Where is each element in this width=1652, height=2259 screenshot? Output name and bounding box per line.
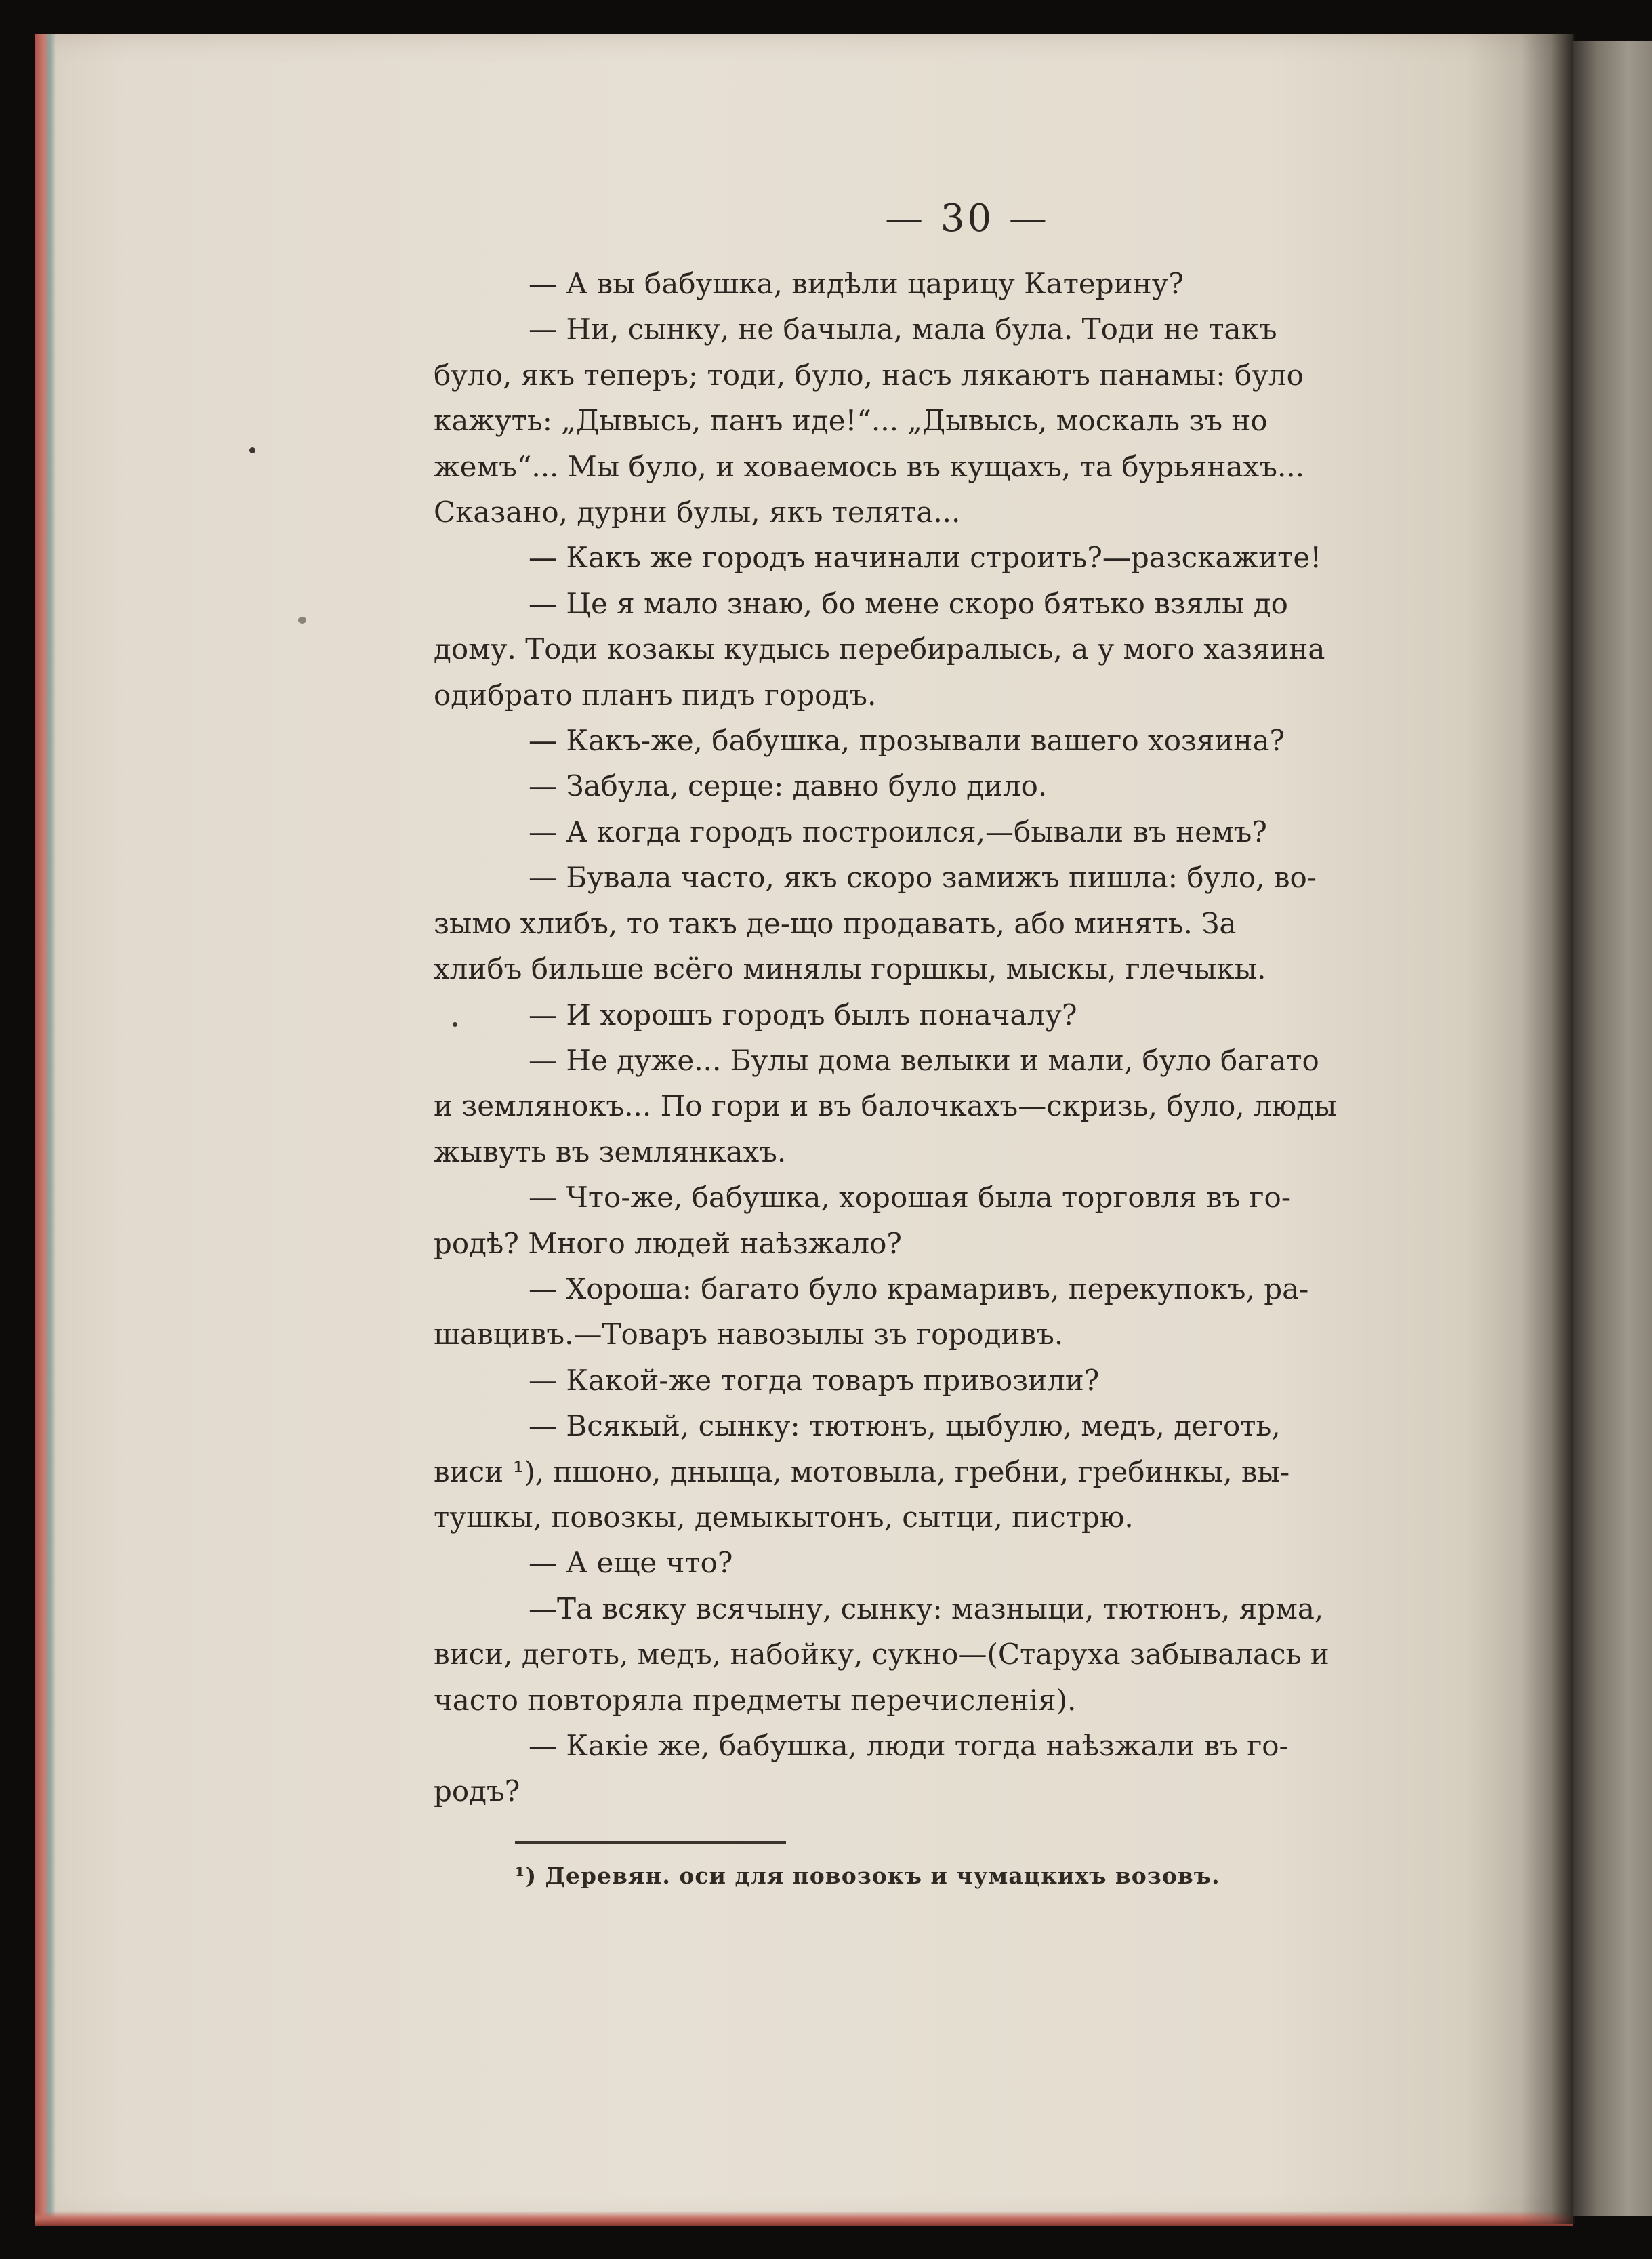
text-line: — Какъ же городъ начинали строить?—разскажите! — [529, 541, 1322, 575]
page-bottom-edge — [35, 2211, 1573, 2226]
text-line: тушкы, повозкы, демыкытонъ, сытци, пистрю. — [434, 1500, 1134, 1534]
page-number: — 30 — — [885, 197, 1050, 241]
adjacent-page-edge — [1573, 41, 1652, 2216]
text-line: кажуть: „Дывысь, панъ иде!“... „Дывысь, москаль зъ но — [434, 404, 1268, 438]
page-text — [434, 197, 1501, 1889]
text-line: жывуть въ землянкахъ. — [434, 1135, 787, 1168]
paragraph — [434, 1586, 1501, 1723]
text-line: — А еще что? — [529, 1546, 733, 1580]
text-line: дому. Тоди козакы кудысь перебиралысь, а у мого хазяина — [434, 632, 1325, 666]
paragraph — [434, 306, 1501, 535]
paragraph — [434, 535, 1501, 580]
text-line: — А когда городъ построился,—бывали въ немъ? — [529, 815, 1267, 849]
text-line: виси, деготь, медъ, набойку, сукно—(Старуха забывалась и — [434, 1637, 1329, 1671]
paragraph — [434, 763, 1501, 809]
text-line: — Что-же, бабушка, хорошая была торговля въ го- — [529, 1181, 1292, 1215]
text-line: шавцивъ.—Товаръ навозылы зъ городивъ. — [434, 1318, 1064, 1351]
footnote: ¹) Деревян. оси для повозокъ и чумацкихъ возовъ. — [515, 1862, 1220, 1889]
text-line: —Та всяку всячыну, сынку: мазныци, тютюнъ, ярма, — [529, 1591, 1324, 1625]
paragraph — [434, 581, 1501, 718]
paragraph — [434, 261, 1501, 306]
paragraph — [434, 1723, 1501, 1814]
text-line: — Не дуже... Булы дома велыки и мали, було багато — [529, 1043, 1319, 1077]
text-line: Сказано, дурни булы, якъ телята... — [434, 495, 961, 529]
text-line: — Бувала часто, якъ скоро замижъ пишла: було, во- — [529, 861, 1317, 895]
speck-mark — [249, 447, 255, 453]
paragraph — [434, 1266, 1501, 1358]
paragraph — [434, 1358, 1501, 1403]
text-line: — Какіе же, бабушка, люди тогда наѣзжали въ го- — [529, 1729, 1289, 1762]
page-left-edge — [35, 34, 56, 2224]
paragraph — [434, 1175, 1501, 1266]
text-line: родъ? — [434, 1774, 520, 1808]
text-line: жемъ“... Мы було, и ховаемось въ кущахъ, та бурьянахъ... — [434, 449, 1304, 483]
text-line: — Хороша: багато було крамаривъ, перекупокъ, ра- — [529, 1271, 1309, 1305]
text-line: одибрато планъ пидъ городъ. — [434, 678, 877, 712]
paragraph — [434, 1038, 1501, 1175]
paragraph — [434, 992, 1501, 1038]
text-line: — Ни, сынку, не бачыла, мала була. Тоди не такъ — [529, 312, 1277, 346]
text-line: хлибъ бильше всёго минялы горшкы, мыскы, глечыкы. — [434, 952, 1266, 986]
text-line: — И хорошъ городъ былъ поначалу? — [529, 998, 1077, 1032]
text-line: родѣ? Много людей наѣзжало? — [434, 1226, 902, 1260]
paragraph — [434, 1540, 1501, 1585]
spine-shadow — [1521, 34, 1575, 2224]
paragraph — [434, 855, 1501, 992]
text-line: — А вы бабушка, видѣли царицу Катерину? — [529, 267, 1184, 300]
speck-mark — [298, 617, 306, 624]
text-line: зымо хлибъ, то такъ де-що продавать, або минять. За — [434, 906, 1237, 940]
body-text — [434, 261, 1501, 1814]
text-line: и землянокъ... По гори и въ балочкахъ—скризь, було, люды — [434, 1089, 1337, 1123]
text-line: — Це я мало знаю, бо мене скоро бятько взялы до — [529, 586, 1288, 620]
text-line: виси ¹), пшоно, дныща, мотовыла, гребни, гребинкы, вы- — [434, 1454, 1290, 1488]
paragraph — [434, 718, 1501, 763]
footnote-divider — [515, 1841, 786, 1844]
paragraph — [434, 809, 1501, 855]
text-line: — Какой-же тогда товаръ привозили? — [529, 1363, 1100, 1397]
text-line: — Забула, серце: давно було дило. — [529, 769, 1048, 803]
paragraph — [434, 1403, 1501, 1540]
text-line: — Всякый, сынку: тютюнъ, цыбулю, медъ, деготь, — [529, 1409, 1281, 1443]
text-line: було, якъ теперъ; тоди, було, насъ лякаютъ панамы: було — [434, 358, 1304, 392]
text-line: — Какъ-же, бабушка, прозывали вашего хозяина? — [529, 724, 1285, 758]
text-line: часто повторяла предметы перечисленія). — [434, 1683, 1077, 1717]
